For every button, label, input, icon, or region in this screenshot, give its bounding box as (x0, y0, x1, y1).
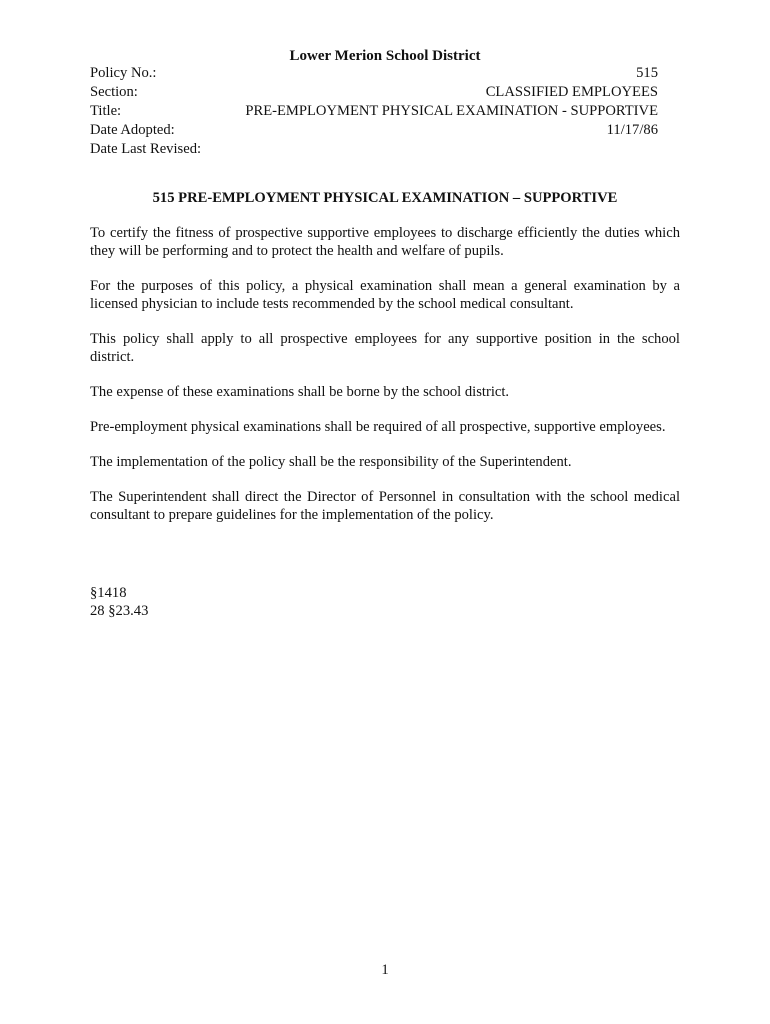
meta-label-section: Section: (90, 84, 138, 100)
reference-item: §1418 (90, 585, 127, 601)
meta-label-title: Title: (90, 103, 122, 119)
meta-value-title: PRE-EMPLOYMENT PHYSICAL EXAMINATION - SUPPORTIVE (245, 103, 658, 119)
policy-body (90, 224, 680, 541)
paragraph-responsibility: The implementation of the policy shall be the responsibility of the Superintendent. (90, 454, 572, 470)
reference-item: 28 §23.43 (90, 603, 149, 619)
meta-value-policy-no: 515 (636, 65, 658, 81)
meta-row-title (90, 102, 658, 121)
district-name: Lower Merion School District (289, 48, 481, 64)
meta-value-date-adopted: 11/17/86 (606, 122, 658, 138)
meta-row-policy-no (90, 64, 658, 83)
meta-row-date-adopted (90, 121, 658, 140)
meta-row-section (90, 83, 658, 102)
legal-references (90, 584, 390, 620)
meta-label-policy-no: Policy No.: (90, 65, 157, 81)
meta-row-date-last-revised (90, 140, 658, 159)
paragraph-expense: The expense of these examinations shall be borne by the school district. (90, 384, 510, 400)
policy-heading: 515 PRE-EMPLOYMENT PHYSICAL EXAMINATION – SUPPORTIVE (152, 190, 618, 206)
meta-value-section: CLASSIFIED EMPLOYEES (485, 84, 658, 100)
meta-label-date-last-revised: Date Last Revised: (90, 141, 202, 157)
paragraph-definition: For the purposes of this policy, a physical examination shall mean a general examination by a licensed physician to include tests recommended by the school medical consultant. (90, 278, 680, 312)
paragraph-guidelines: The Superintendent shall direct the Director of Personnel in consultation with the school medical consultant to prepare guidelines for the implementation of the policy. (90, 489, 680, 523)
meta-label-date-adopted: Date Adopted: (90, 122, 175, 138)
paragraph-scope: This policy shall apply to all prospective employees for any supportive position in the school district. (90, 331, 680, 365)
paragraph-requirement: Pre-employment physical examinations shall be required of all prospective, supportive employees. (90, 419, 666, 435)
page-number: 1 (381, 962, 389, 978)
policy-metadata (90, 64, 658, 159)
paragraph-purpose: To certify the fitness of prospective supportive employees to discharge efficiently the duties which they will be performing and to protect the health and welfare of pupils. (90, 225, 680, 259)
